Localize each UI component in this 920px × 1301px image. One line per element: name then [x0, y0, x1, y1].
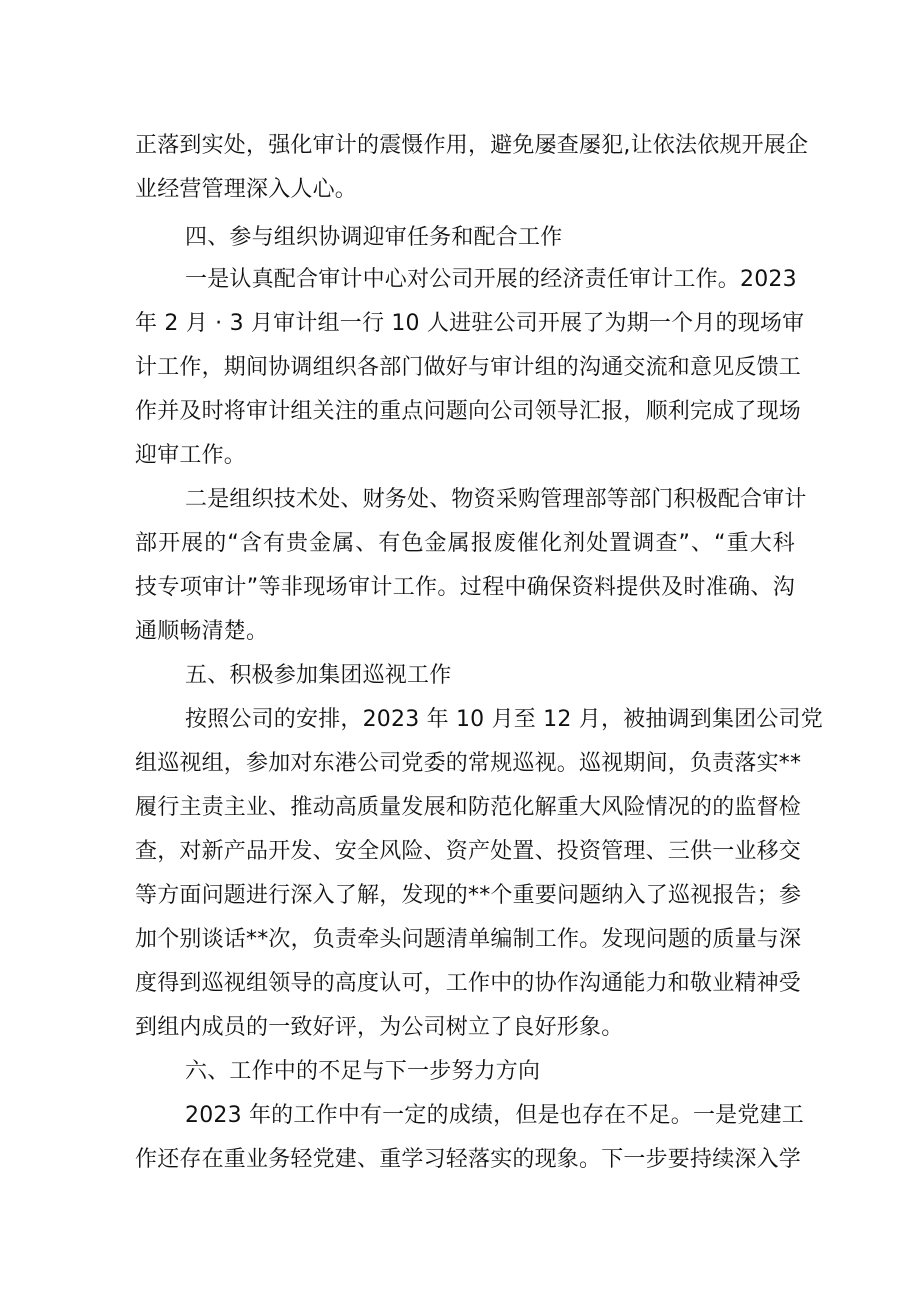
body-text-line: 通顺畅清楚。: [135, 619, 269, 644]
body-text-line: 等方面问题进行深入了解，发现的**个重要问题纳入了巡视报告；参: [135, 883, 802, 908]
body-text-line: 组巡视组，参加对东港公司党委的常规巡视。巡视期间，负责落实**: [135, 751, 802, 776]
body-text-line: 技专项审计”等非现场审计工作。过程中确保资料提供及时准确、沟: [135, 575, 795, 600]
section-heading: 六、工作中的不足与下一步努力方向: [185, 1059, 541, 1084]
body-text-line: 履行主责主业、推动高质量发展和防范化解重大风险情况的的监督检: [135, 795, 802, 820]
body-text-line: 2023 年的工作中有一定的成绩，但是也存在不足。一是党建工: [185, 1103, 804, 1128]
body-text-line: 查，对新产品开发、安全风险、资产处置、投资管理、三供一业移交: [135, 839, 802, 864]
body-text-line: 一是认真配合审计中心对公司开展的经济责任审计工作。2023: [185, 267, 797, 292]
body-text-line: 业经营管理深入人心。: [135, 177, 358, 202]
section-heading: 五、积极参加集团巡视工作: [185, 663, 452, 688]
body-text-line: 计工作，期间协调组织各部门做好与审计组的沟通交流和意见反馈工: [135, 355, 802, 380]
body-text-line: 迎审工作。: [135, 443, 247, 468]
body-text-line: 二是组织技术处、财务处、物资采购管理部等部门积极配合审计: [185, 487, 807, 512]
body-text-line: 部开展的“含有贵金属、有色金属报废催化剂处置调查”、“重大科: [135, 531, 795, 556]
body-text-line: 度得到巡视组领导的高度认可，工作中的协作沟通能力和敬业精神受: [135, 971, 802, 996]
body-text-line: 到组内成员的一致好评，为公司树立了良好形象。: [135, 1015, 624, 1040]
section-heading: 四、参与组织协调迎审任务和配合工作: [185, 225, 563, 250]
body-text-line: 作并及时将审计组关注的重点问题向公司领导汇报，顺利完成了现场: [135, 399, 802, 424]
body-text-line: 加个别谈话**次，负责牵头问题清单编制工作。发现问题的质量与深: [135, 927, 802, 952]
body-text-line: 作还存在重业务轻党建、重学习轻落实的现象。下一步要持续深入学: [135, 1147, 802, 1172]
body-text-line: 正落到实处，强化审计的震慑作用，避免屡查屡犯,让依法依规开展企: [135, 133, 809, 158]
body-text-line: 年 2 月 · 3 月审计组一行 10 人进驻公司开展了为期一个月的现场审: [135, 311, 805, 336]
body-text-line: 按照公司的安排，2023 年 10 月至 12 月，被抽调到集团公司党: [185, 707, 823, 732]
